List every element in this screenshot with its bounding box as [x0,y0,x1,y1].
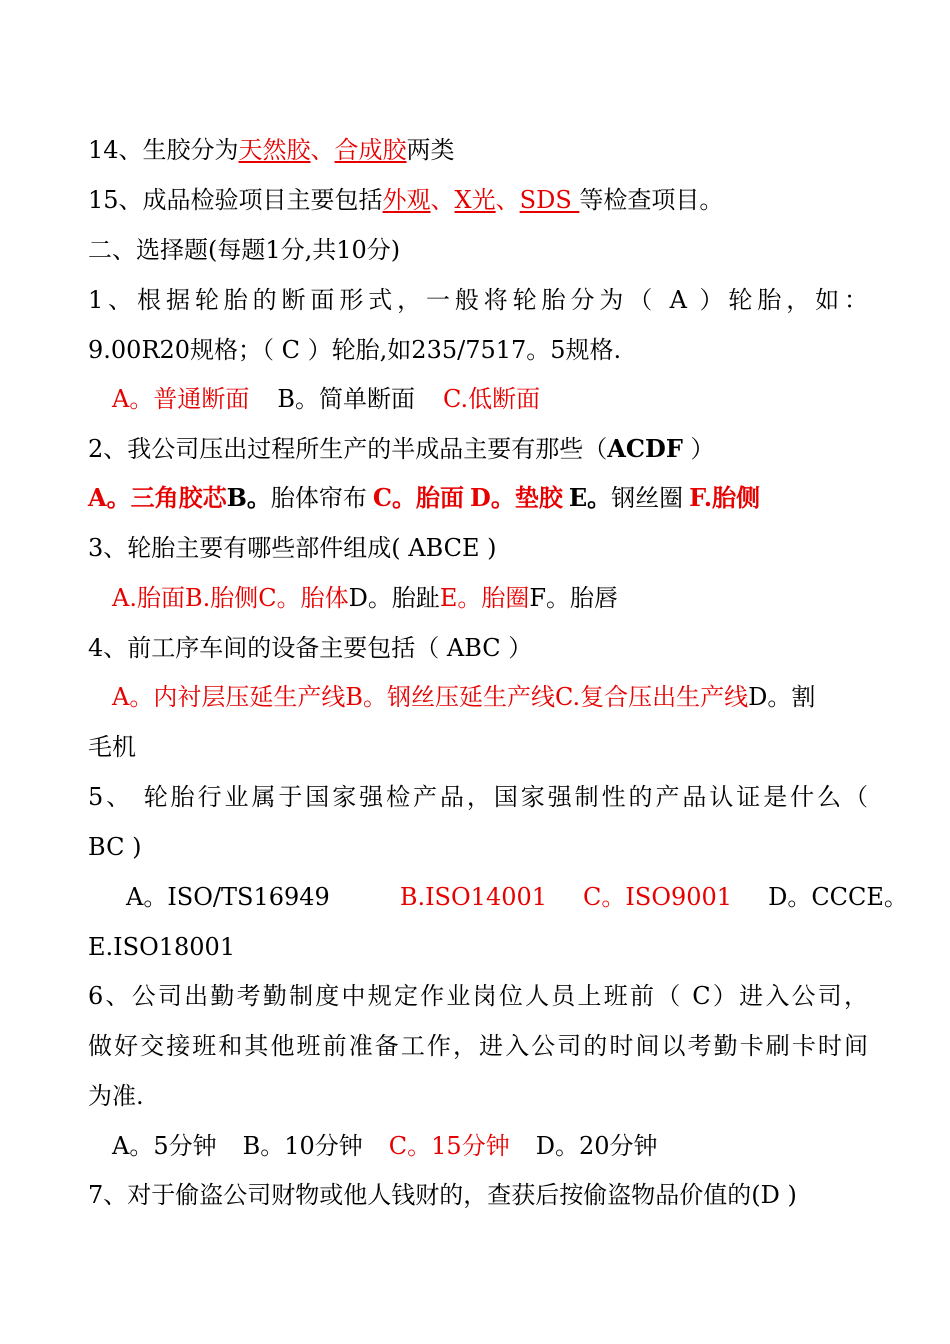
answer-sds: SDS [519,186,580,214]
question-6-line-3 [88,1081,868,1111]
question-4-options-wrap [88,732,868,762]
option-c-correct: C.低断面 [442,385,541,413]
option-d: D。CCCE。 [768,883,908,911]
question-text: 3、轮胎主要有哪些部件组成( ABCE ) [88,534,497,562]
option-a-correct: A。内衬层压延生产线 [112,683,346,711]
question-text: 15、成品检验项目主要包括 [88,186,383,214]
question-1-options [112,384,892,414]
question-text: 为准. [88,1082,144,1110]
option-a-correct: A。普通断面 [112,385,250,413]
option-a: A。ISO/TS16949 [126,883,330,911]
question-text: 4、前工序车间的设备主要包括（ ABC ） [88,634,533,662]
option-b-letter: B。 [226,483,271,512]
option-d: D。胎趾 [348,584,440,612]
question-5-stem-wrap [88,832,868,862]
question-6-line-1 [88,981,868,1011]
separator: 、 [495,186,520,214]
question-3-options [112,583,892,613]
section-title: 二、选择题(每题1分,共10分) [88,236,401,264]
option-d: D。割 [748,683,816,711]
question-6-line-2 [88,1031,868,1061]
option-d-correct: D。垫胶 [470,483,563,512]
question-5-options-wrap [88,932,868,962]
option-b-correct: B.ISO14001 [399,883,548,911]
option-c-correct: C。15分钟 [388,1132,510,1160]
option-c-correct: C。胎面 [372,483,465,512]
question-text: 7、对于偷盗公司财物或他人钱财的，查获后按偷盗物品价值的(D ) [88,1181,797,1209]
question-text-end: 两类 [406,136,455,164]
option-f-correct: F.胎侧 [689,483,761,512]
option-c-correct: C。胎体 [258,584,349,612]
option-e-text: 钢丝圈 [611,484,684,512]
question-text-end: 等检查项目。 [579,186,724,214]
question-6-options [112,1131,892,1161]
question-4-stem [88,633,868,663]
answer-appearance: 外观 [382,186,431,214]
question-4-options [112,682,868,712]
question-1-line-1 [88,285,868,315]
section-heading-choice [88,235,868,265]
answer-key: BC ) [88,833,142,861]
separator: 、 [310,136,335,164]
answer-synthetic-rubber: 合成胶 [334,136,407,164]
question-text: 做好交接班和其他班前准备工作，进入公司的时间以考勤卡刷卡时间 [88,1032,868,1060]
question-5-stem [88,782,868,812]
option-e-letter: E。 [568,483,612,512]
question-3-stem [88,533,868,563]
option-e-correct: E。胎圈 [439,584,530,612]
answer-key: ACDF [607,434,683,463]
option-d-continued: 毛机 [88,733,136,761]
option-a-correct: A。三角胶芯 [88,483,227,512]
answer-xray: X光 [454,186,496,214]
option-a-correct: A.胎面 [112,584,185,612]
option-e: E.ISO18001 [88,933,236,961]
question-text: 2、我公司压出过程所生产的半成品主要有那些（ [88,435,608,463]
line-14-raw-rubber [88,135,868,165]
answer-natural-rubber: 天然胶 [238,136,311,164]
option-b: B。10分钟 [242,1132,363,1160]
question-2-options [88,483,868,513]
option-b-text: 胎体帘布 [270,484,367,512]
separator: 、 [430,186,455,214]
question-7-stem [88,1180,868,1210]
question-text: 14、生胶分为 [88,136,239,164]
question-text: 1、根据轮胎的断面形式，一般将轮胎分为（ A ）轮胎，如： [88,286,868,314]
question-text: 6、公司出勤考勤制度中规定作业岗位人员上班前（ C）进入公司， [88,982,868,1010]
option-b: B。简单断面 [277,385,415,413]
question-text-end: ） [682,435,715,463]
question-5-options [126,882,908,912]
option-f: F。胎唇 [529,584,619,612]
question-text: 9.00R20规格；（ C ）轮胎,如235/7517。5规格. [88,336,622,364]
question-text: 5、 轮胎行业属于国家强检产品，国家强制性的产品认证是什么（ [88,783,868,811]
option-b-correct: B。钢丝压延生产线 [345,683,555,711]
question-1-line-2 [88,335,868,365]
line-15-inspection [88,185,868,215]
option-d: D。20分钟 [535,1132,658,1160]
option-b-correct: B.胎侧 [184,584,259,612]
option-c-correct: C。ISO9001 [583,883,733,911]
option-a: A。5分钟 [112,1132,217,1160]
option-c-correct: C.复合压出生产线 [554,683,749,711]
question-2-stem [88,434,868,464]
